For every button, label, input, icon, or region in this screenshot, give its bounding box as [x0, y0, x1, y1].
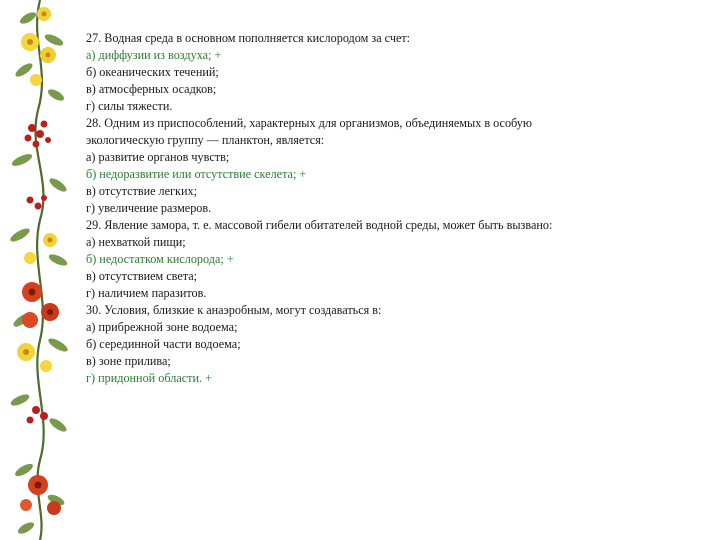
text-line: г) наличием паразитов.: [86, 286, 207, 300]
floral-border: [0, 0, 80, 540]
text-line: 29. Явление замора, т. е. массовой гибели обитателей водной среды, может быть вызвано:: [86, 218, 553, 232]
text-line: б) серединной части водоема;: [86, 337, 241, 351]
text-line: в) отсутствие легких;: [86, 184, 197, 198]
red-berries: [25, 121, 52, 210]
text-line: 30. Условия, близкие к анаэробным, могут создаваться в:: [86, 303, 382, 317]
text-line: 27. Водная среда в основном пополняется кислородом за счет:: [86, 31, 411, 45]
text-line: в) атмосферных осадков;: [86, 82, 217, 96]
answer-line-correct: г) придонной области. +: [86, 371, 212, 385]
text-line: а) прибрежной зоне водоема;: [86, 320, 238, 334]
answer-line-correct: б) недостатком кислорода; +: [86, 252, 234, 266]
text-line: в) отсутствием света;: [86, 269, 198, 283]
answer-line-correct: а) диффузии из воздуха; +: [86, 48, 222, 62]
text-line: 28. Одним из приспособлений, характерных для организмов, объединяемых в особую: [86, 116, 532, 130]
text-line: б) океанических течений;: [86, 65, 219, 79]
text-line: в) зоне прилива;: [86, 354, 171, 368]
answer-line-correct: б) недоразвитие или отсутствие скелета; +: [86, 167, 307, 181]
quiz-text: [86, 30, 706, 387]
text-line: а) нехваткой пищи;: [86, 235, 186, 249]
text-line: г) силы тяжести.: [86, 99, 173, 113]
text-line: а) развитие органов чувств;: [86, 150, 230, 164]
text-line: экологическую группу — планктон, является:: [86, 133, 325, 147]
text-line: г) увеличение размеров.: [86, 201, 212, 215]
